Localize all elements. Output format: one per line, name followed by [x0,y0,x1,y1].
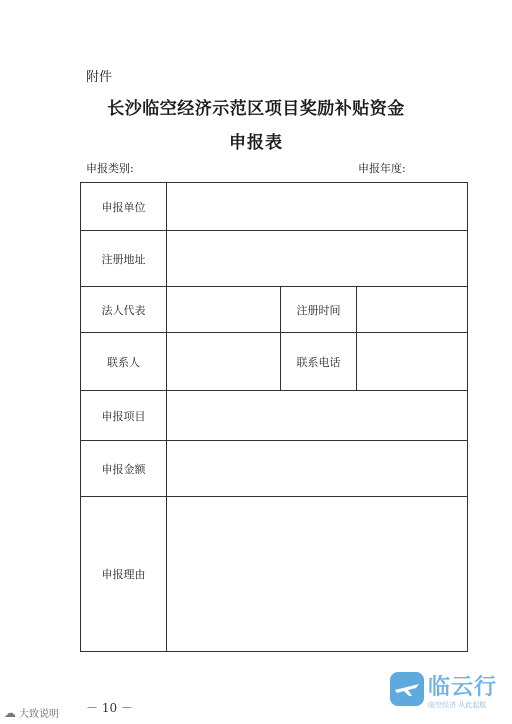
brand-slogan: 临空经济 从此起航 [428,701,487,709]
legal-rep-value-field[interactable] [167,287,281,332]
watermark-left-text: 大致说明 [19,709,59,720]
reg-time-value-field[interactable] [357,287,467,332]
application-form-table [80,182,468,652]
reg-time-label: 注册时间 [281,287,357,332]
row-amount [81,441,467,497]
row-contact [81,333,467,391]
contact-value-field[interactable] [167,333,281,390]
row-project [81,391,467,441]
watermark-brand [390,668,508,720]
row-address [81,231,467,287]
applicant-label: 申报单位 [81,183,167,230]
reason-value-field[interactable] [167,497,467,651]
address-value-field[interactable] [167,231,467,286]
category-label: 申报类别: [86,162,134,175]
attachment-label: 附件 [86,70,113,85]
legal-rep-label: 法人代表 [81,287,167,332]
row-reason [81,497,467,651]
amount-label: 申报金额 [81,441,167,496]
document-title: 长沙临空经济示范区项目奖励补贴资金 [107,99,405,119]
contact-label: 联系人 [81,333,167,390]
document-subtitle: 申报表 [229,133,283,153]
row-applicant [81,183,467,231]
project-label: 申报项目 [81,391,167,440]
reason-label: 申报理由 [81,497,167,651]
brand-name: 临云行 [428,675,498,700]
row-legal-rep [81,287,467,333]
applicant-value-field[interactable] [167,183,467,230]
airplane-icon [390,672,424,706]
watermark-left [4,705,59,720]
phone-label: 联系电话 [281,333,357,390]
phone-value-field[interactable] [357,333,467,390]
year-label: 申报年度: [358,162,406,175]
cloud-icon: ☁ [4,705,16,720]
page-number: － 10 － [86,701,133,715]
amount-value-field[interactable] [167,441,467,496]
project-value-field[interactable] [167,391,467,440]
address-label: 注册地址 [81,231,167,286]
